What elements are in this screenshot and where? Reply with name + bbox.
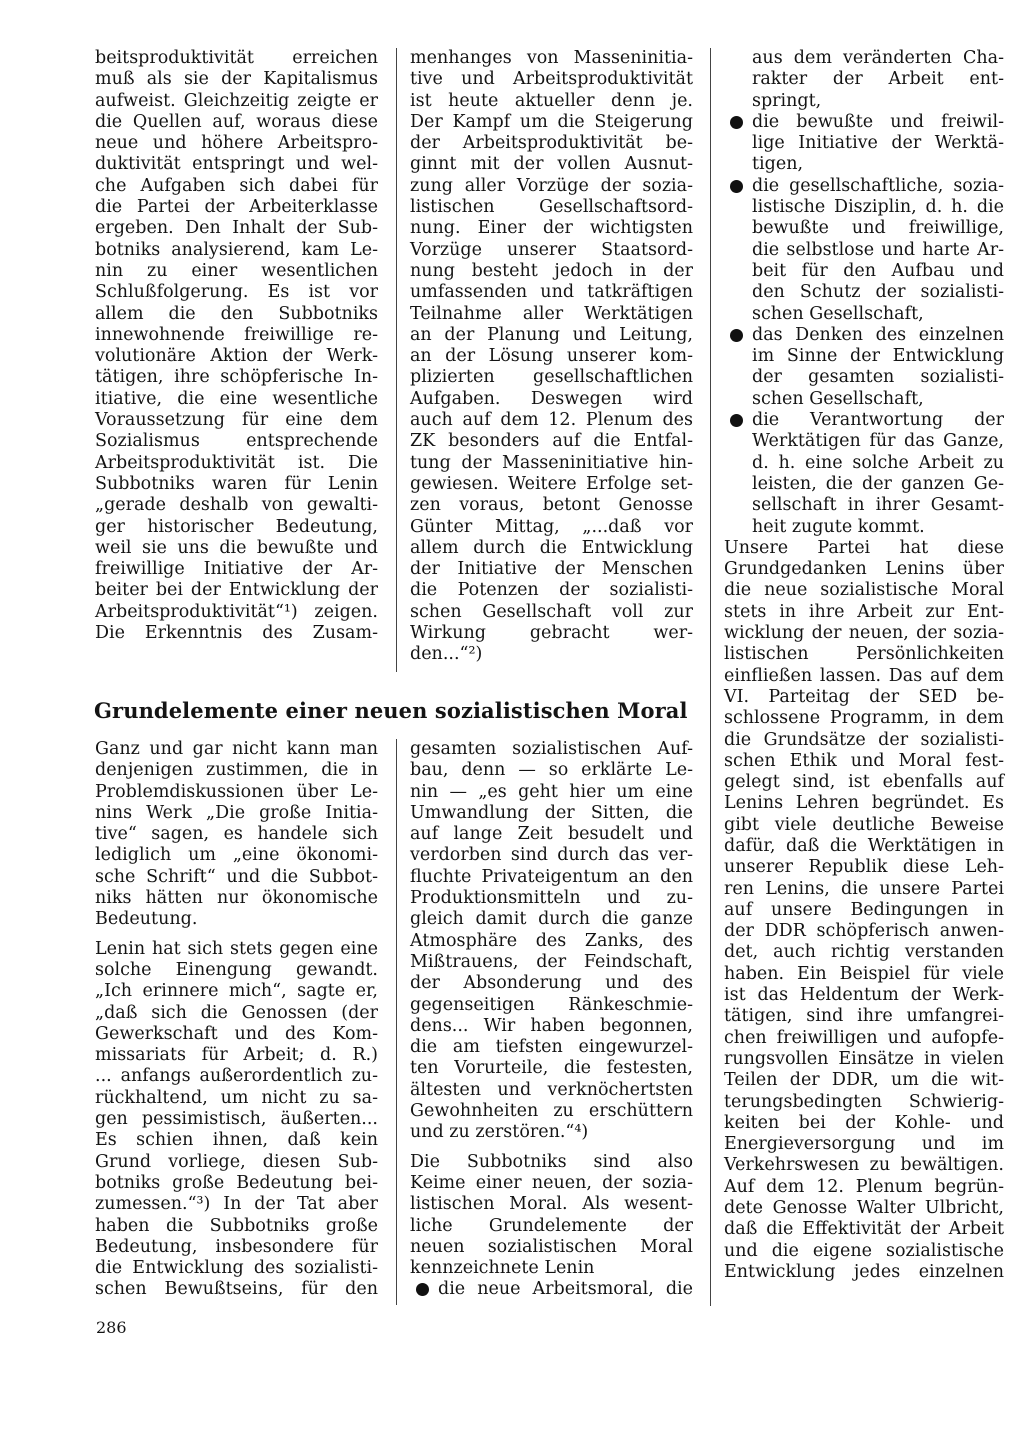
upper-left-column — [95, 48, 378, 644]
text-line: an der Planung und Leitung, — [410, 324, 693, 345]
text-line: der Arbeitsproduktivität be- — [410, 133, 693, 154]
text-line: det, auch richtig verstanden — [724, 942, 1004, 963]
text-line: listische Disziplin, d. h. die — [752, 197, 1004, 218]
text-line: Gewerkschaft und des Kom- — [95, 1023, 378, 1044]
text-line: wicklung der neuen, der sozia- — [724, 623, 1004, 644]
text-line: ist heute aktueller denn je. — [410, 90, 693, 111]
text-line: nin — „es geht hier um eine — [410, 781, 693, 802]
section-heading: Grundelemente einer neuen sozialistischen Moral — [94, 698, 688, 723]
text-line: auf lange Zeit besudelt und — [410, 824, 693, 845]
right-column — [724, 48, 1004, 1283]
text-line: verdorben sind durch das ver- — [410, 845, 693, 866]
text-line: beit für den Aufbau und — [752, 260, 1004, 281]
text-line: chen freiwilligen und aufopfe- — [724, 1027, 1004, 1048]
text-line: schen Bewußtseins, für den — [95, 1279, 378, 1300]
text-line: itiative, die eine wesentliche — [95, 388, 378, 409]
text-line: Die Erkenntnis des Zusam- — [95, 623, 378, 644]
text-line: zen voraus, betont Genosse — [410, 495, 693, 516]
column-rule — [396, 739, 397, 1305]
bullet-item: die gesellschaftliche, sozia- — [724, 176, 1004, 197]
text-line: zumessen.“³) In der Tat aber — [95, 1194, 378, 1215]
text-line: tigen, — [752, 154, 804, 175]
text-line: tive“ sagen, es handele sich — [95, 824, 378, 845]
text-line: rückhaltend, um nicht zu sa- — [95, 1087, 378, 1108]
text-line: die Potenzen der sozialisti- — [410, 580, 693, 601]
text-line: Wirkung gebracht wer- — [410, 623, 693, 644]
text-line: einfließen lassen. Das auf dem — [724, 665, 1004, 686]
text-line: die am tiefsten eingewurzel- — [410, 1037, 693, 1058]
text-line: Gewohnheiten zu erschüttern — [410, 1101, 693, 1122]
text-line: Teilen der DDR, um die wit- — [724, 1070, 1004, 1091]
text-line: die selbstlose und harte Ar- — [752, 239, 1004, 260]
lower-middle-column — [410, 739, 693, 1301]
text-line: d. h. eine solche Arbeit zu — [752, 452, 1004, 473]
text-line: ren Lenins, die unsere Partei — [724, 878, 1004, 899]
text-line: daß die Effektivität der Arbeit — [724, 1219, 1004, 1240]
text-line: der gesamten sozialisti- — [752, 367, 1004, 388]
text-line: die neue sozialistische Moral — [724, 580, 1004, 601]
text-line: rakter der Arbeit ent- — [752, 69, 1004, 90]
text-line: Es schien ihnen, daß kein — [95, 1130, 378, 1151]
text-line: Aufgaben. Deswegen wird — [410, 388, 693, 409]
text-line: muß als sie der Kapitalismus — [95, 69, 378, 90]
text-line: Schlußfolgerung. Es ist vor — [95, 282, 378, 303]
text-line: weil sie uns die bewußte und — [95, 537, 378, 558]
text-line: nung. Einer der wichtigsten — [410, 218, 693, 239]
text-line: Subbotniks waren für Lenin — [95, 473, 378, 494]
text-line: Die Subbotniks sind also — [410, 1151, 693, 1172]
text-line: der DDR schöpferisch anwen- — [724, 921, 1004, 942]
text-line: die Quellen auf, woraus diese — [95, 111, 378, 132]
text-line: Entwicklung jedes einzelnen — [724, 1261, 1004, 1282]
text-line: neue und höhere Arbeitspro- — [95, 133, 378, 154]
text-line: Grund vorliege, diesen Sub- — [95, 1151, 378, 1172]
text-line: und die eigene sozialistische — [724, 1240, 1004, 1261]
text-line: Bedeutung. — [95, 909, 198, 930]
text-line: Keime einer neuen, der sozia- — [410, 1172, 693, 1193]
text-line: VI. Parteitag der SED be- — [724, 686, 1004, 707]
text-line: keiten bei der Kohle- und — [724, 1112, 1004, 1133]
text-line: freiwillige Initiative der Ar- — [95, 559, 378, 580]
text-line: gewiesen. Weitere Erfolge set- — [410, 473, 693, 494]
text-line: den...“²) — [410, 644, 483, 665]
text-line: Verkehrswesen zu bewältigen. — [724, 1155, 1004, 1176]
text-line: Arbeitsproduktivität ist. Die — [95, 452, 378, 473]
text-line: Atmosphäre des Zanks, des — [410, 930, 693, 951]
page-number: 286 — [96, 1318, 127, 1337]
text-line: der Absonderung und des — [410, 973, 693, 994]
text-line: umfassenden und tatkräftigen — [410, 282, 693, 303]
text-line: Lenins Lehren begründet. Es — [724, 793, 1004, 814]
text-line: allem durch die Entwicklung — [410, 537, 693, 558]
text-line: listischen Persönlichkeiten — [724, 644, 1004, 665]
text-line: Energieversorgung und im — [724, 1134, 1004, 1155]
bullet-item: das Denken des einzelnen — [724, 325, 1004, 346]
text-line: dete Genosse Walter Ulbricht, — [724, 1198, 1004, 1219]
text-line: botniks große Bedeutung bei- — [95, 1172, 378, 1193]
column-rule — [710, 48, 711, 1306]
text-line: duktivität entspringt und wel- — [95, 154, 378, 175]
text-line: allem die den Subbotniks — [95, 303, 378, 324]
text-line: Arbeitsproduktivität“¹) zeigen. — [95, 601, 378, 622]
text-line: ältesten und verknöchertsten — [410, 1079, 693, 1100]
text-line: niks hätten nur ökonomische — [95, 888, 378, 909]
text-line: lediglich um „eine ökonomi- — [95, 845, 378, 866]
text-line: sellschaft in ihrer Gesamt- — [752, 495, 1004, 516]
text-line: die Partei der Arbeiterklasse — [95, 197, 378, 218]
text-line: rungsvollen Einsätze in vielen — [724, 1048, 1004, 1069]
text-line: gen pessimistisch, äußerten... — [95, 1109, 378, 1130]
text-line: Bedeutung, insbesondere für — [95, 1236, 378, 1257]
text-line: plizierten gesellschaftlichen — [410, 367, 693, 388]
text-line: zung aller Vorzüge der sozia- — [410, 175, 693, 196]
text-line: gelegt sind, ist ebenfalls auf — [724, 772, 1004, 793]
text-line: gibt viele deutliche Beweise — [724, 814, 1004, 835]
lower-left-column — [95, 739, 378, 1301]
text-line: schen Gesellschaft, — [752, 303, 924, 324]
text-line: Mißtrauens, der Feindschaft, — [410, 951, 693, 972]
text-line: aufweist. Gleichzeitig zeigte er — [95, 90, 378, 111]
text-line: Sozialismus entsprechende — [95, 431, 378, 452]
text-line: die Entwicklung des sozialisti- — [95, 1258, 378, 1279]
text-line: den Schutz der sozialisti- — [752, 282, 1004, 303]
text-line: haben die Subbotniks große — [95, 1215, 378, 1236]
text-line: missariats für Arbeit; d. R.) — [95, 1045, 378, 1066]
text-line: tung der Masseninitiative hin- — [410, 452, 693, 473]
text-line: listischen Gesellschaftsord- — [410, 197, 693, 218]
text-line: Günter Mittag, „...daß vor — [410, 516, 693, 537]
text-line: stets in ihre Arbeit zur Ent- — [724, 601, 1004, 622]
text-line: Ganz und gar nicht kann man — [95, 739, 378, 759]
text-line: Werktätigen für das Ganze, — [752, 431, 1004, 452]
column-rule — [396, 48, 397, 672]
text-line: Der Kampf um die Steigerung — [410, 111, 693, 132]
text-line: tätigen, sind ihre umfangrei- — [724, 1006, 1004, 1027]
text-line: gegenseitigen Ränkeschmie- — [410, 994, 693, 1015]
text-line: die Grundsätze der sozialisti- — [724, 729, 1004, 750]
text-line: dens... Wir haben begonnen, — [410, 1015, 693, 1036]
text-line: neuen sozialistischen Moral — [410, 1236, 693, 1257]
text-line: Teilnahme aller Werktätigen — [410, 303, 693, 324]
text-line: bewußte und freiwillige, — [752, 218, 1004, 239]
text-line: menhanges von Masseninitia- — [410, 48, 693, 68]
text-line: aus dem veränderten Cha- — [752, 48, 1004, 68]
text-line: ginnt mit der vollen Ausnut- — [410, 154, 693, 175]
text-line: innewohnende freiwillige re- — [95, 324, 378, 345]
text-line: Vorzüge unserer Staatsord- — [410, 239, 693, 260]
text-line: botniks analysierend, kam Le- — [95, 239, 378, 260]
text-line: ZK besonders auf die Entfal- — [410, 431, 693, 452]
text-line: solche Einengung gewandt. — [95, 959, 378, 980]
text-line: gleich damit durch die ganze — [410, 909, 693, 930]
text-line: haben. Ein Beispiel für viele — [724, 963, 1004, 984]
text-line: kennzeichnete Lenin — [410, 1258, 595, 1279]
text-line: Voraussetzung für eine dem — [95, 410, 378, 431]
text-line: ergeben. Den Inhalt der Sub- — [95, 218, 378, 239]
text-line: springt, — [752, 90, 822, 111]
text-line: listischen Moral. Als wesent- — [410, 1194, 693, 1215]
text-line: ten Vorurteile, die festesten, — [410, 1058, 693, 1079]
text-line: auch auf dem 12. Plenum des — [410, 410, 693, 431]
text-line: sche Schrift“ und die Subbot- — [95, 866, 378, 887]
text-line: bau, denn — so erklärte Le- — [410, 760, 693, 781]
text-line: gesamten sozialistischen Auf- — [410, 739, 693, 759]
text-line: im Sinne der Entwicklung — [752, 346, 1004, 367]
text-line: dafür, daß die Werktätigen in — [724, 835, 1004, 856]
text-line: auf unsere Bedingungen in — [724, 899, 1004, 920]
text-line: Produktionsmitteln und zu- — [410, 888, 693, 909]
text-line: „gerade deshalb von gewalti- — [95, 495, 378, 516]
text-line: schen Gesellschaft voll zur — [410, 601, 693, 622]
text-line: schen Ethik und Moral fest- — [724, 750, 1004, 771]
text-line: ... anfangs außerordentlich zu- — [95, 1066, 378, 1087]
text-line: fluchte Privateigentum an den — [410, 866, 693, 887]
text-line: Auf dem 12. Plenum begrün- — [724, 1176, 1004, 1197]
text-line: denjenigen zustimmen, die in — [95, 760, 378, 781]
text-line: nin zu einer wesentlichen — [95, 260, 378, 281]
bullet-item: die neue Arbeitsmoral, die — [410, 1279, 693, 1300]
bullet-item: die bewußte und freiwil- — [724, 112, 1004, 133]
text-line: schlossene Programm, in dem — [724, 708, 1004, 729]
text-line: tätigen, ihre schöpferische In- — [95, 367, 378, 388]
text-line: lige Initiative der Werktä- — [752, 133, 1004, 154]
text-line: unserer Republik diese Leh- — [724, 857, 1004, 878]
text-line: volutionäre Aktion der Werk- — [95, 346, 378, 367]
text-line: liche Grundelemente der — [410, 1215, 693, 1236]
text-line: Unsere Partei hat diese — [724, 537, 1004, 558]
text-line: schen Gesellschaft, — [752, 388, 924, 409]
text-line: heit zugute kommt. — [752, 516, 925, 537]
text-line: beiter bei der Entwicklung der — [95, 580, 378, 601]
text-line: an der Lösung unserer kom- — [410, 346, 693, 367]
text-line: „daß sich die Genossen (der — [95, 1002, 378, 1023]
text-line: ger historischer Bedeutung, — [95, 516, 378, 537]
text-line: „Ich erinnere mich“, sagte er, — [95, 981, 378, 1002]
text-line: tive und Arbeitsproduktivität — [410, 69, 693, 90]
text-line: nung besteht jedoch in der — [410, 260, 693, 281]
text-line: Umwandlung der Sitten, die — [410, 802, 693, 823]
text-line: terungsbedingten Schwierig- — [724, 1091, 1004, 1112]
text-line: Problemdiskussionen über Le- — [95, 781, 378, 802]
text-line: ist das Heldentum der Werk- — [724, 985, 1004, 1006]
text-line: leisten, die der ganzen Ge- — [752, 473, 1004, 494]
text-line: Lenin hat sich stets gegen eine — [95, 938, 378, 959]
upper-middle-column — [410, 48, 693, 666]
text-line: und zu zerstören.“⁴) — [410, 1122, 589, 1143]
text-line: beitsproduktivität erreichen — [95, 48, 378, 68]
bullet-item: die Verantwortung der — [724, 410, 1004, 431]
text-line: che Aufgaben sich dabei für — [95, 175, 378, 196]
text-line: der Initiative der Menschen — [410, 559, 693, 580]
text-line: Grundgedanken Lenins über — [724, 559, 1004, 580]
text-line: nins Werk „Die große Initia- — [95, 802, 378, 823]
